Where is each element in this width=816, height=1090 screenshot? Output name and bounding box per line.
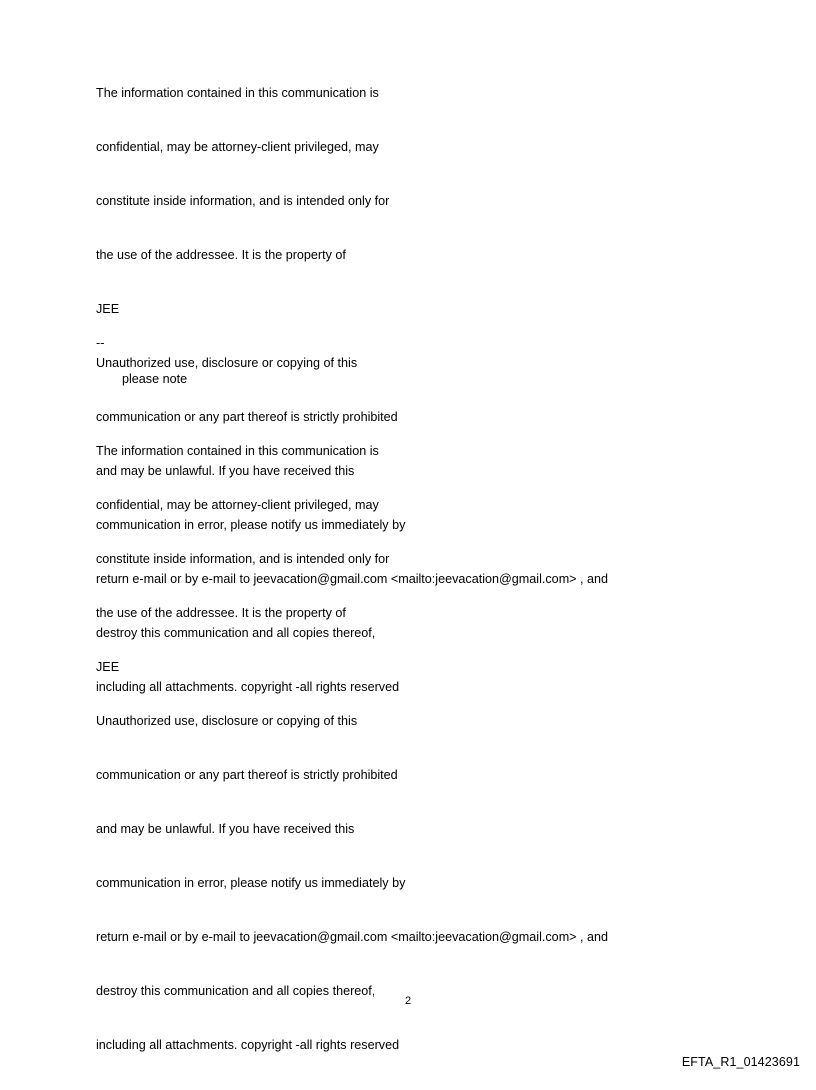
document-id-stamp: EFTA_R1_01423691	[681, 1055, 800, 1069]
note-heading: please note	[122, 372, 188, 386]
disclaimer-line: The information contained in this communication is	[96, 444, 379, 458]
signature-separator: --	[96, 336, 105, 350]
disclaimer-line: communication or any part thereof is strictly prohibited	[96, 768, 398, 782]
disclaimer-line: constitute inside information, and is intended only for	[96, 194, 390, 208]
disclaimer-line: Unauthorized use, disclosure or copying of this	[96, 714, 358, 728]
confidentiality-disclaimer-2	[96, 406, 608, 1090]
disclaimer-line: constitute inside information, and is intended only for	[96, 552, 390, 566]
disclaimer-line: communication in error, please notify us immediately by	[96, 518, 406, 532]
disclaimer-line: Unauthorized use, disclosure or copying of this	[96, 356, 358, 370]
disclaimer-line: confidential, may be attorney-client privileged, may	[96, 498, 379, 512]
disclaimer-line: including all attachments. copyright -all rights reserved	[96, 1038, 400, 1052]
disclaimer-line: the use of the addressee. It is the property of	[96, 606, 346, 620]
disclaimer-line: The information contained in this communication is	[96, 86, 379, 100]
disclaimer-line: communication or any part thereof is strictly prohibited	[96, 410, 398, 424]
disclaimer-line: the use of the addressee. It is the property of	[96, 248, 346, 262]
disclaimer-line: JEE	[96, 660, 120, 674]
disclaimer-line: destroy this communication and all copies thereof,	[96, 626, 376, 640]
disclaimer-line: and may be unlawful. If you have received this	[96, 822, 355, 836]
disclaimer-line: and may be unlawful. If you have received this	[96, 464, 355, 478]
disclaimer-line-email: return e-mail or by e-mail to jeevacation@gmail.com <mailto:jeevacation@gmail.com> , and	[96, 930, 609, 944]
disclaimer-line: including all attachments. copyright -all rights reserved	[96, 680, 400, 694]
disclaimer-line: communication in error, please notify us immediately by	[96, 876, 406, 890]
disclaimer-line: JEE	[96, 302, 120, 316]
page-number: 2	[404, 995, 412, 1007]
disclaimer-line: destroy this communication and all copies thereof,	[96, 984, 376, 998]
disclaimer-line: confidential, may be attorney-client privileged, may	[96, 140, 379, 154]
disclaimer-line-email: return e-mail or by e-mail to jeevacation@gmail.com <mailto:jeevacation@gmail.com> , and	[96, 572, 609, 586]
